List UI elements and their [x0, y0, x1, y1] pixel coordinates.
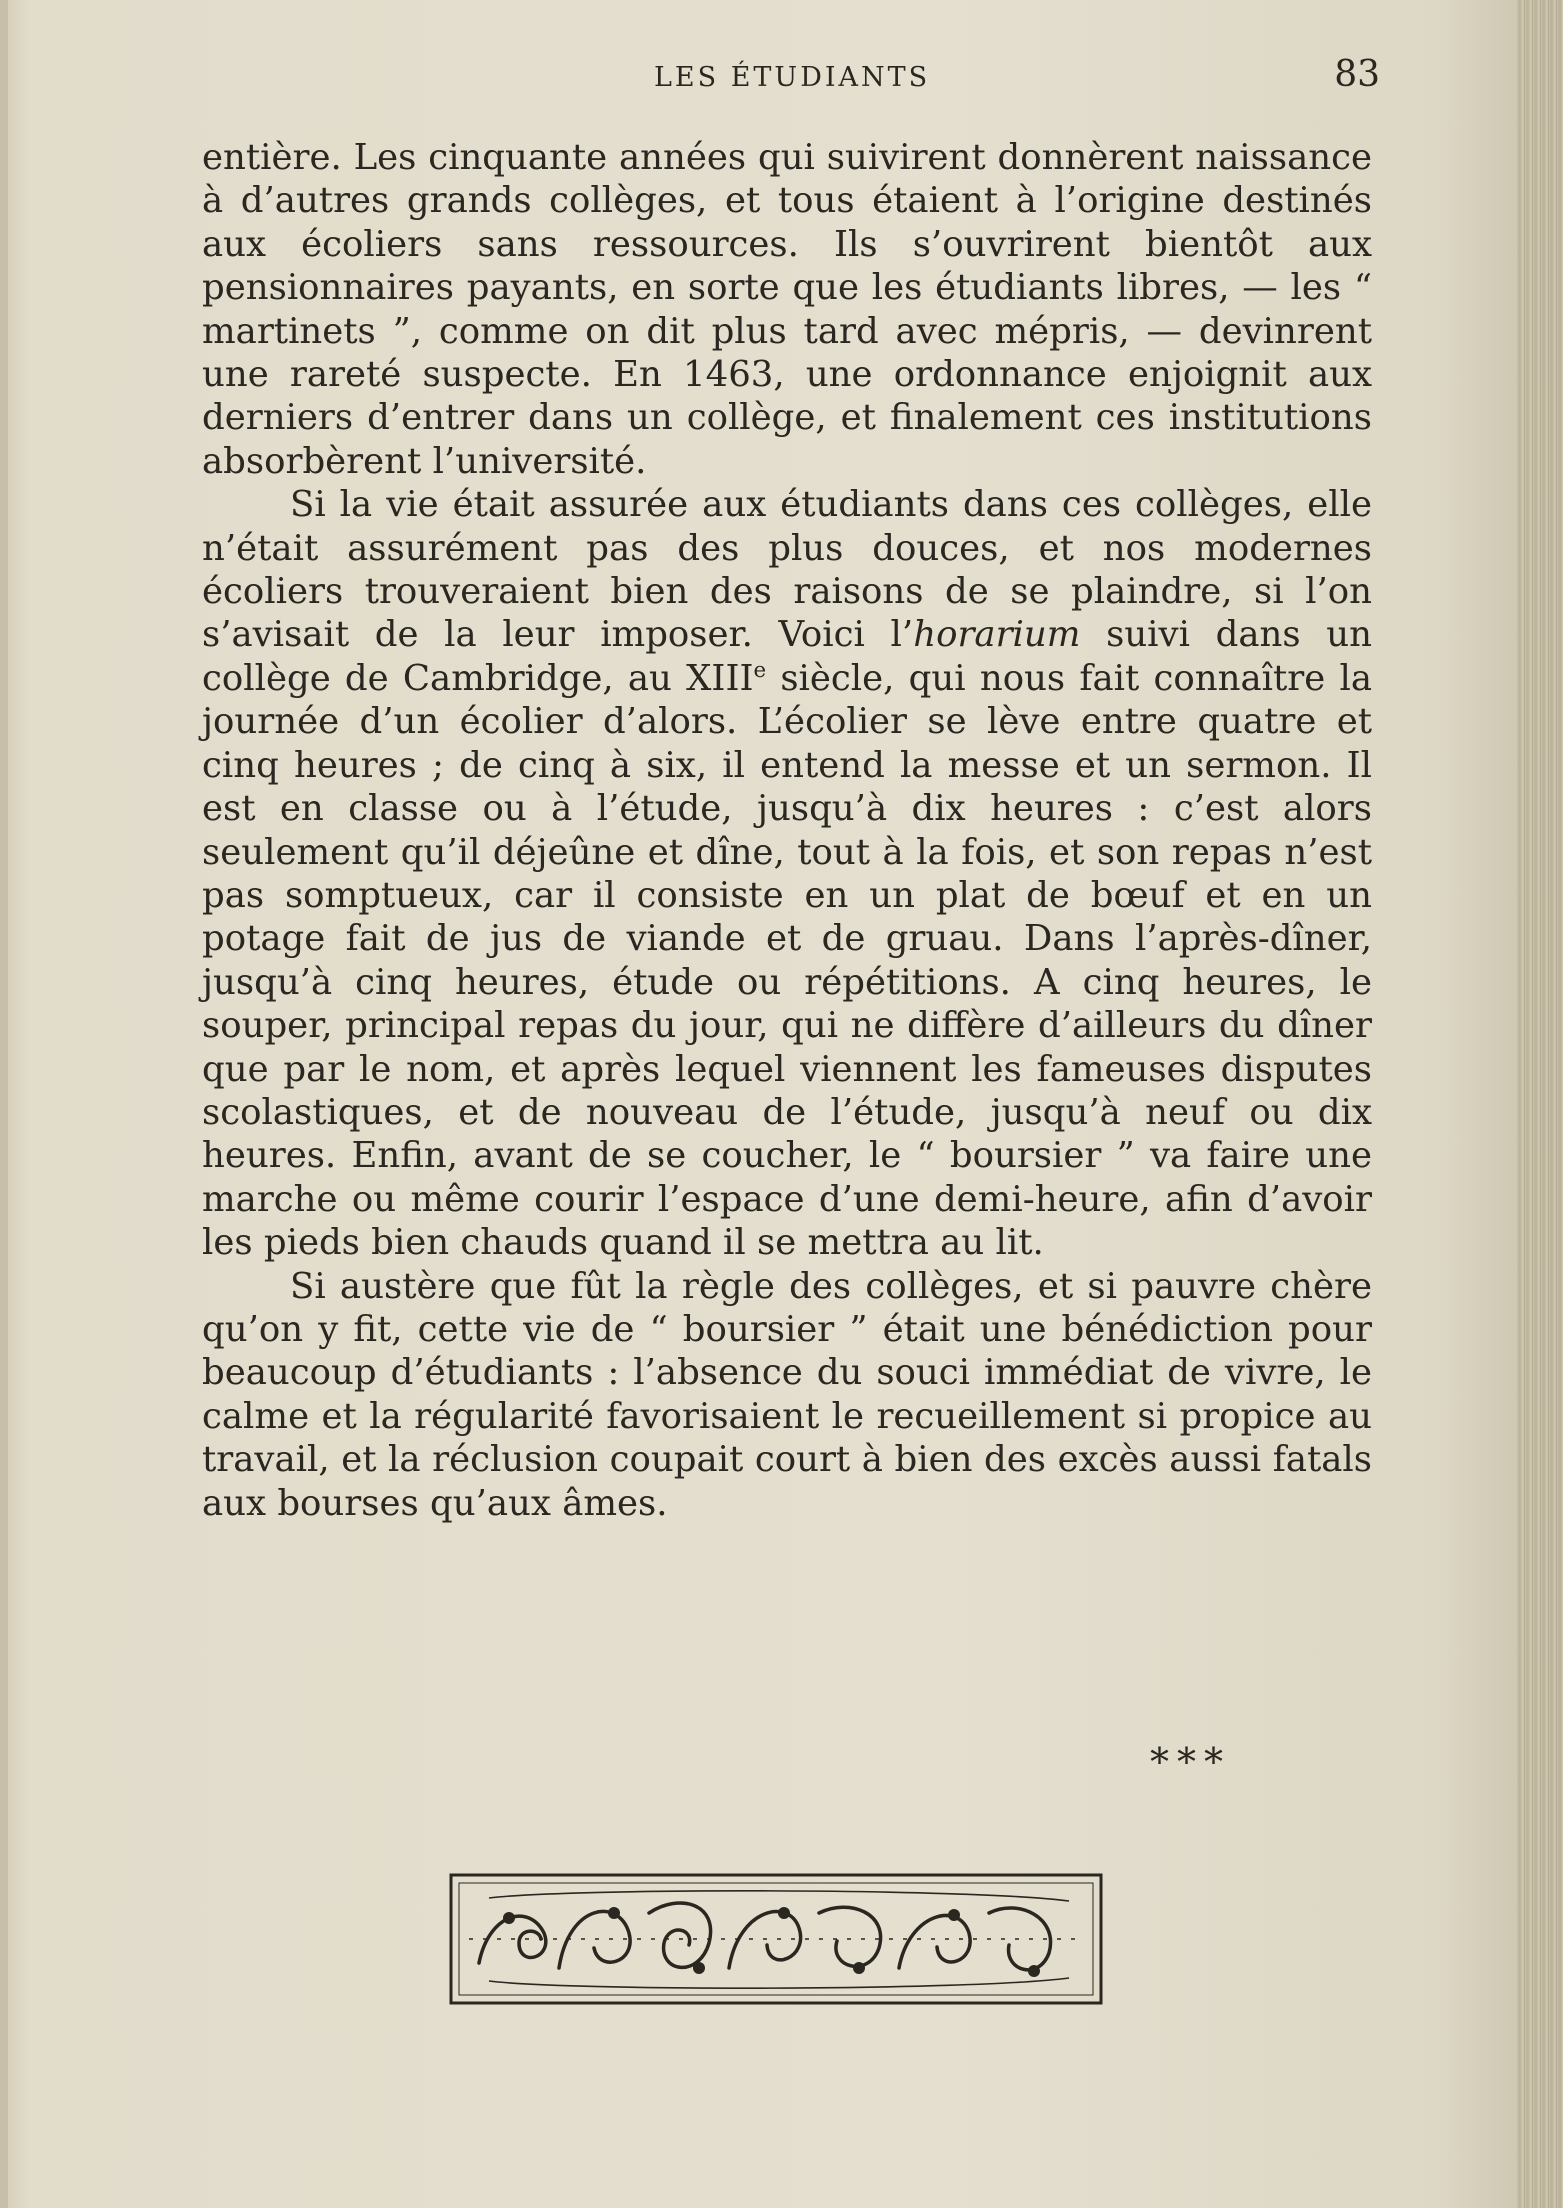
paragraph-2-part-b: suivi dans un collège de Cambridge, au XIII — [202, 614, 1372, 699]
superscript-e: e — [753, 658, 767, 684]
paragraph-2-part-a: Si la vie était assurée aux étudiants dans ces collèges, elle n’était assurément pas des plus douces, et nos modernes écoliers trouveraient bien des raisons de se plaindre, si l’on s’avisait de la leur imposer. Voici l’ — [202, 484, 1372, 656]
page-left-edge — [0, 0, 8, 2208]
running-title: LES ÉTUDIANTS — [654, 62, 931, 93]
horarium-italic: horarium — [913, 614, 1081, 656]
paragraph-3: Si austère que fût la règle des collèges, et si pauvre chère qu’on y fit, cette vie de “ boursier ” était une bénédiction pour beaucoup d’étudiants : l’absence du souci immédiat de vivre, le calme et la régularité favorisaient le recueillement si propice au travail, et la réclusion coupait court à bien des excès aussi fatals aux bourses qu’aux âmes. — [202, 1265, 1372, 1524]
paragraph-2-part-c: siècle, qui nous fait connaître la journée d’un écolier d’alors. L’écolier se lève entre quatre et cinq heures ; de cinq à six, il entend la messe et un sermon. Il est en classe ou à l’étude, jusqu’à dix heures : c’est alors seulement qu’il déjeûne et dîne, tout à la fois, et son repas n’est pas somptueux, car il consiste en un plat de bœuf et en un potage fait de jus de viande et de gruau. Dans l’après-dîner, jusqu’à cinq heures, étude ou répétitions. A cinq heures, le souper, principal repas du jour, qui ne diffère d’ailleurs du dîner que par le nom, et après lequel viennent les fameuses disputes scolastiques, et de nouveau de l’étude, jusqu’à neuf ou dix heures. Enfin, avant de se coucher, le “ boursier ” va faire une marche ou même courir l’espace d’une demi-heure, afin d’avoir les pieds bien chauds quand il se mettra au lit. — [202, 657, 1373, 1264]
page-number: 83 — [1334, 54, 1380, 95]
body-text — [202, 136, 1372, 1525]
book-spine-edge — [1517, 0, 1563, 2208]
paragraph-1: entière. Les cinquante années qui suivirent donnèrent naissance à d’autres grands collèges, et tous étaient à l’origine destinés aux écoliers sans ressources. Ils s’ouvrirent bientôt aux pensionnaires payants, en sorte que les étudiants libres, — les “ martinets ”, comme on dit plus tard avec mépris, — devinrent une rareté suspecte. En 1463, une ordonnance enjoignit aux derniers d’entrer dans un collège, et finalement ces institutions absorbèrent l’université. — [202, 137, 1372, 482]
section-break-asterisks: *** — [1150, 1740, 1231, 1784]
paragraph-2 — [202, 483, 1372, 1264]
decorative-tailpiece — [449, 1873, 1103, 2005]
running-header — [200, 54, 1380, 104]
